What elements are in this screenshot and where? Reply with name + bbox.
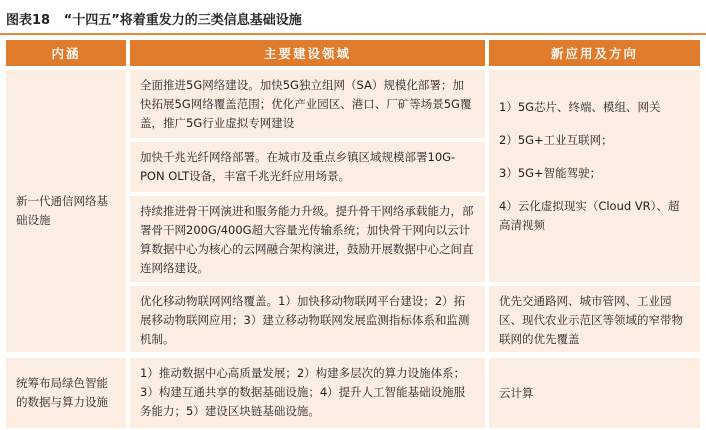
row1-area-3: 持续推进骨干网演进和服务能力升级。提升骨干网络承载能力，部署骨干网200G/400G超大容量光传输系统；加快骨干网向以云计算数据中心为核心的云网融合架构演进，鼓励开展数据中心之间直连网络建设。 [140,204,474,275]
figure-title-bar [0,4,706,34]
header-col-scope: 内涵 [6,40,126,66]
row2-category-cell [6,358,126,428]
row2-applications-cell [489,358,700,428]
header-col-areas: 主要建设领域 [130,40,485,66]
row2-area-1-cell [130,358,485,428]
row1-application-last: 优先交通路网、城市管网、工业园区、现代农业示范区等领域的窄带物联网的优先覆盖 [499,294,683,346]
row1-area-4-cell [130,286,485,352]
row1-area-2: 加快千兆光纤网络部署。在城市及重点乡镇区域规模部署10G-PON OLT设备，丰富千兆光纤应用场景。 [140,150,456,183]
row2-category: 统筹布局绿色智能的数据与算力设施 [16,376,108,409]
row1-area-4: 优化移动物联网网络覆盖。1）加快移动物联网平台建设；2）拓展移动物联网应用；3）建立移动物联网发展监测指标体系和监测机制。 [140,294,470,346]
header-col-applications: 新应用及方向 [489,40,700,66]
row1-category-cell [6,70,126,352]
row1-application-2: 2）5G+工业互联网； [499,133,613,147]
row1-area-3-cell [130,196,485,282]
row2-area-1: 1）推动数据中心高质量发展；2）构建多层次的算力设施体系；3）构建互通共享的数据基础设施；4）提升人工智能基础设施服务能力；5）建设区块链基础设施。 [140,366,466,418]
row1-application-last-cell [489,286,700,352]
figure-title-text: “十四五”将着重发力的三类信息基础设施 [63,13,302,28]
row1-area-2-cell [130,142,485,192]
row1-application-3: 3）5G+智能驾驶； [499,166,602,180]
title-rule [0,33,706,35]
row1-application-4: 4）云化虚拟现实（Cloud VR）、超高清视频 [499,199,680,232]
row1-category: 新一代通信网络基础设施 [16,194,108,227]
row1-application-1: 1）5G芯片、终端、模组、网关 [499,100,661,114]
figure-label: 图表18 [6,13,51,28]
row1-applications-cell [489,70,700,282]
row2-application-1: 云计算 [499,385,534,400]
row1-area-1: 全面推进5G网络建设。加快5G独立组网（SA）规模化部署；加快拓展5G网络覆盖范围；优化产业园区、港口、厂矿等场景5G覆盖，推广5G行业虚拟专网建设 [140,78,472,130]
row1-area-1-cell [130,70,485,138]
figure-title [6,9,302,28]
